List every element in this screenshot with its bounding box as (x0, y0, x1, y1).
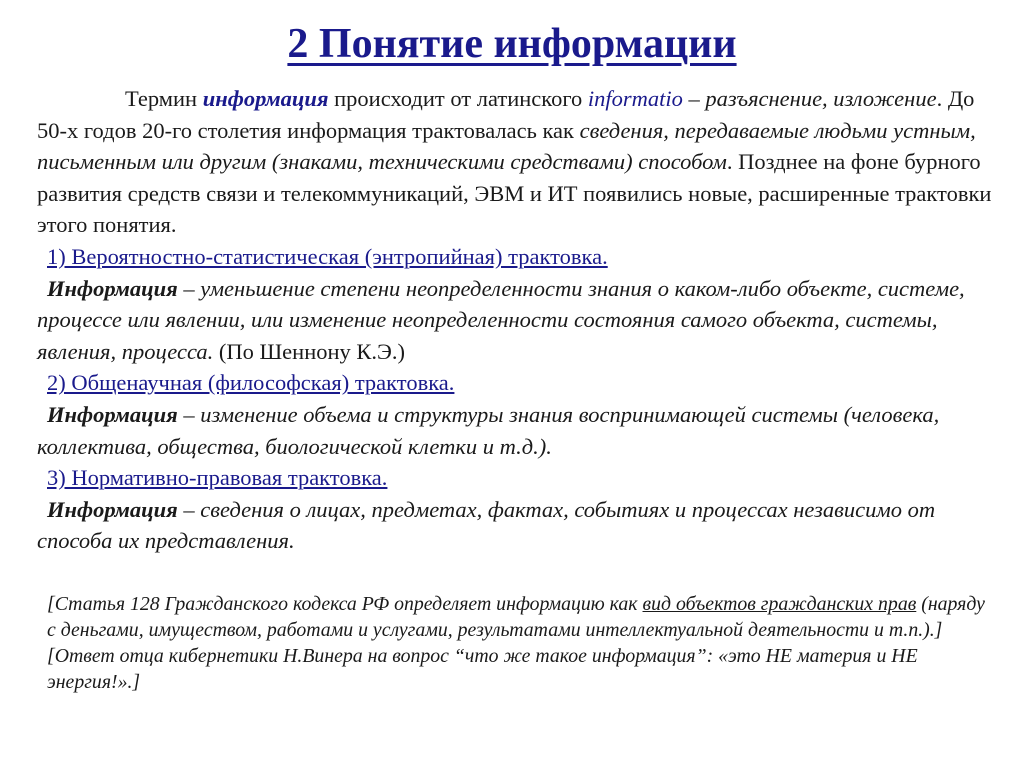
slide-body (37, 83, 997, 695)
definition-term: Информация (47, 401, 178, 427)
definition-source: (По Шеннону К.Э.) (213, 338, 406, 364)
note-text: (наряду с деньгами, имуществом, работами и услугами, результатами интеллектуальной деятельности и т.п.).] (47, 592, 985, 641)
intro-text-italic: – разъяснение, изложение (682, 86, 937, 111)
note-underlined-text: вид объектов гражданских прав (642, 592, 917, 615)
definition-legal (37, 494, 997, 557)
definition-term: Информация (47, 275, 178, 301)
definition-philosophical (37, 399, 997, 462)
intro-text: Термин (125, 86, 203, 111)
section-heading-legal: 3) Нормативно-правовая трактовка. (47, 465, 388, 491)
intro-text: . Позднее на фоне бурного развития средств связи и телекоммуникаций, ЭВМ и ИТ появились новые, расширенные трактовки этого понятия. (37, 149, 992, 238)
section-heading-philosophical: 2) Общенаучная (философская) трактовка. (47, 370, 455, 396)
intro-text-italic: сведения, передаваемые людьми устным, письменным или другим (знаками, техническими средствами) способом (37, 117, 976, 175)
intro-text: происходит от латинского (328, 86, 588, 111)
slide-title: 2 Понятие информации (287, 21, 737, 67)
intro-term: информация (202, 86, 329, 111)
definition-text: – изменение объема и структуры знания воспринимающей системы (человека, коллектива, общества, биологической клетки и т.д.). (37, 401, 940, 459)
definition-text: – сведения о лицах, предметах, фактах, событиях и процессах независимо от способа их представления. (37, 496, 936, 554)
section-heading-probabilistic: 1) Вероятностно-статистическая (энтропийная) трактовка. (47, 243, 608, 269)
definition-text: – уменьшение степени неопределенности знания о каком-либо объекте, системе, процессе или явлении, или изменение неопределенности состояния самого объекта, системы, явления, процесса. (37, 275, 965, 364)
intro-text: . До 50-х годов 20-го столетия информация трактовалась как (37, 86, 975, 143)
wiener-note: [Ответ отца кибернетики Н.Винера на вопрос “что же такое информация”: «это НЕ материя и НЕ энергия!».] (47, 644, 918, 693)
note-text: [Статья 128 Гражданского кодекса РФ определяет информацию как (47, 592, 643, 615)
civil-code-note (37, 591, 997, 643)
definition-probabilistic (37, 273, 997, 368)
intro-paragraph (37, 83, 997, 241)
spacer (37, 557, 997, 591)
definition-term: Информация (47, 496, 178, 522)
latin-term: informatio (587, 86, 683, 111)
